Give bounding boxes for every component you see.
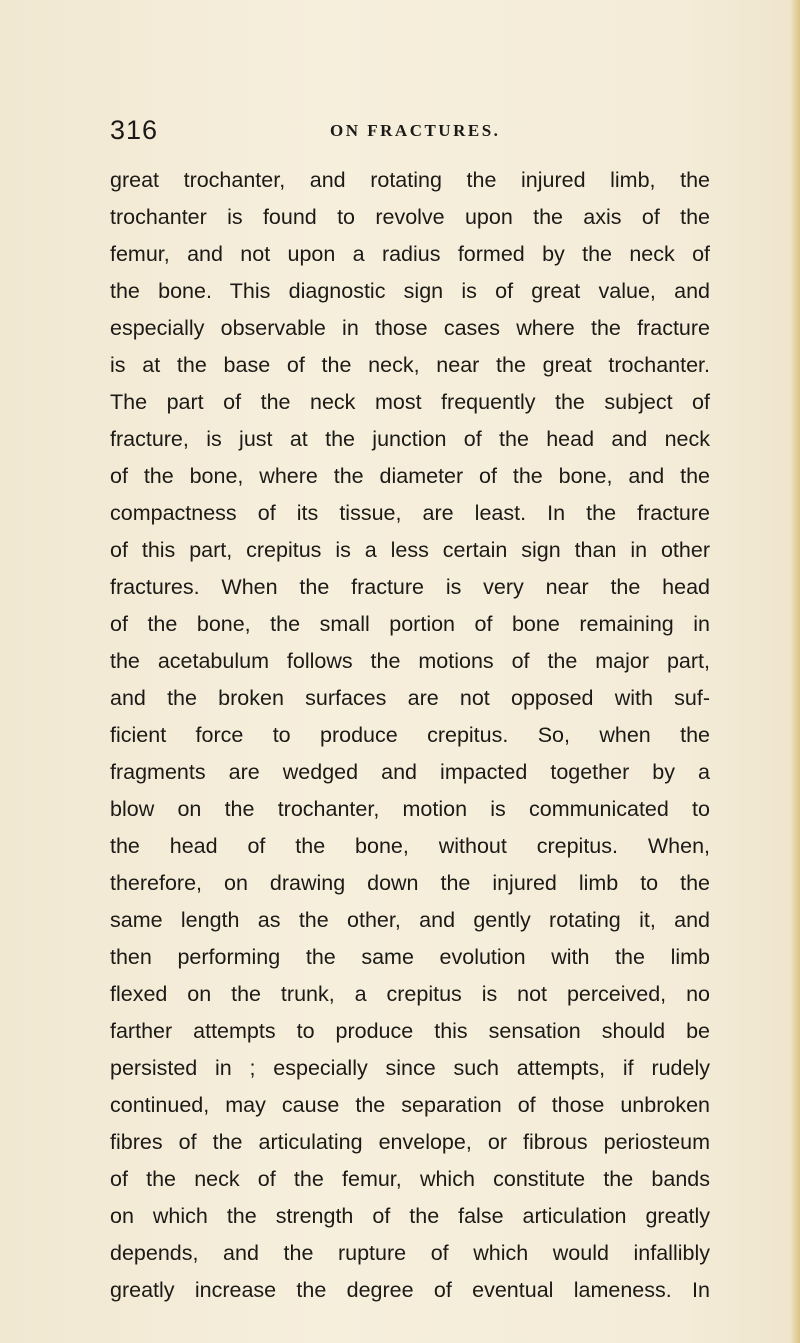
body-text [110, 162, 710, 1309]
text-line: on which the strength of the false articulation greatly [110, 1204, 710, 1228]
text-line: ficient force to produce crepitus. So, when the [110, 723, 710, 747]
text-line: farther attempts to produce this sensation should be [110, 1019, 710, 1043]
text-line: persisted in ; especially since such attempts, if rudely [110, 1056, 710, 1080]
text-line: flexed on the trunk, a crepitus is not perceived, no [110, 982, 710, 1006]
page-number: 316 [110, 115, 159, 145]
text-line: fractures. When the fracture is very near the head [110, 575, 710, 599]
text-line: same length as the other, and gently rotating it, and [110, 908, 710, 932]
text-line: is at the base of the neck, near the great trochanter. [110, 353, 710, 377]
text-line: great trochanter, and rotating the injured limb, the [110, 168, 710, 192]
text-line: fibres of the articulating envelope, or fibrous periosteum [110, 1130, 710, 1154]
text-line: the head of the bone, without crepitus. When, [110, 834, 710, 858]
text-line: depends, and the rupture of which would infallibly [110, 1241, 710, 1265]
running-head-title: ON FRACTURES. [330, 121, 501, 140]
text-line: of the neck of the femur, which constitute the bands [110, 1167, 710, 1191]
text-line: continued, may cause the separation of those unbroken [110, 1093, 710, 1117]
text-line: the bone. This diagnostic sign is of great value, and [110, 279, 710, 303]
running-head [110, 112, 710, 148]
text-line: greatly increase the degree of eventual lameness. In [110, 1278, 710, 1302]
text-line: blow on the trochanter, motion is communicated to [110, 797, 710, 821]
text-line: trochanter is found to revolve upon the axis of the [110, 205, 710, 229]
text-line: compactness of its tissue, are least. In the fracture [110, 501, 710, 525]
text-line: fragments are wedged and impacted together by a [110, 760, 710, 784]
text-line: of this part, crepitus is a less certain sign than in other [110, 538, 710, 562]
text-line: then performing the same evolution with the limb [110, 945, 710, 969]
text-line: fracture, is just at the junction of the head and neck [110, 427, 710, 451]
page-edge [790, 0, 800, 1343]
text-line: the acetabulum follows the motions of the major part, [110, 649, 710, 673]
text-line: of the bone, the small portion of bone remaining in [110, 612, 710, 636]
text-line: of the bone, where the diameter of the bone, and the [110, 464, 710, 488]
text-line: The part of the neck most frequently the subject of [110, 390, 710, 414]
text-line: femur, and not upon a radius formed by the neck of [110, 242, 710, 266]
text-line: especially observable in those cases where the fracture [110, 316, 710, 340]
text-line: and the broken surfaces are not opposed with suf- [110, 686, 710, 710]
text-line: therefore, on drawing down the injured limb to the [110, 871, 710, 895]
